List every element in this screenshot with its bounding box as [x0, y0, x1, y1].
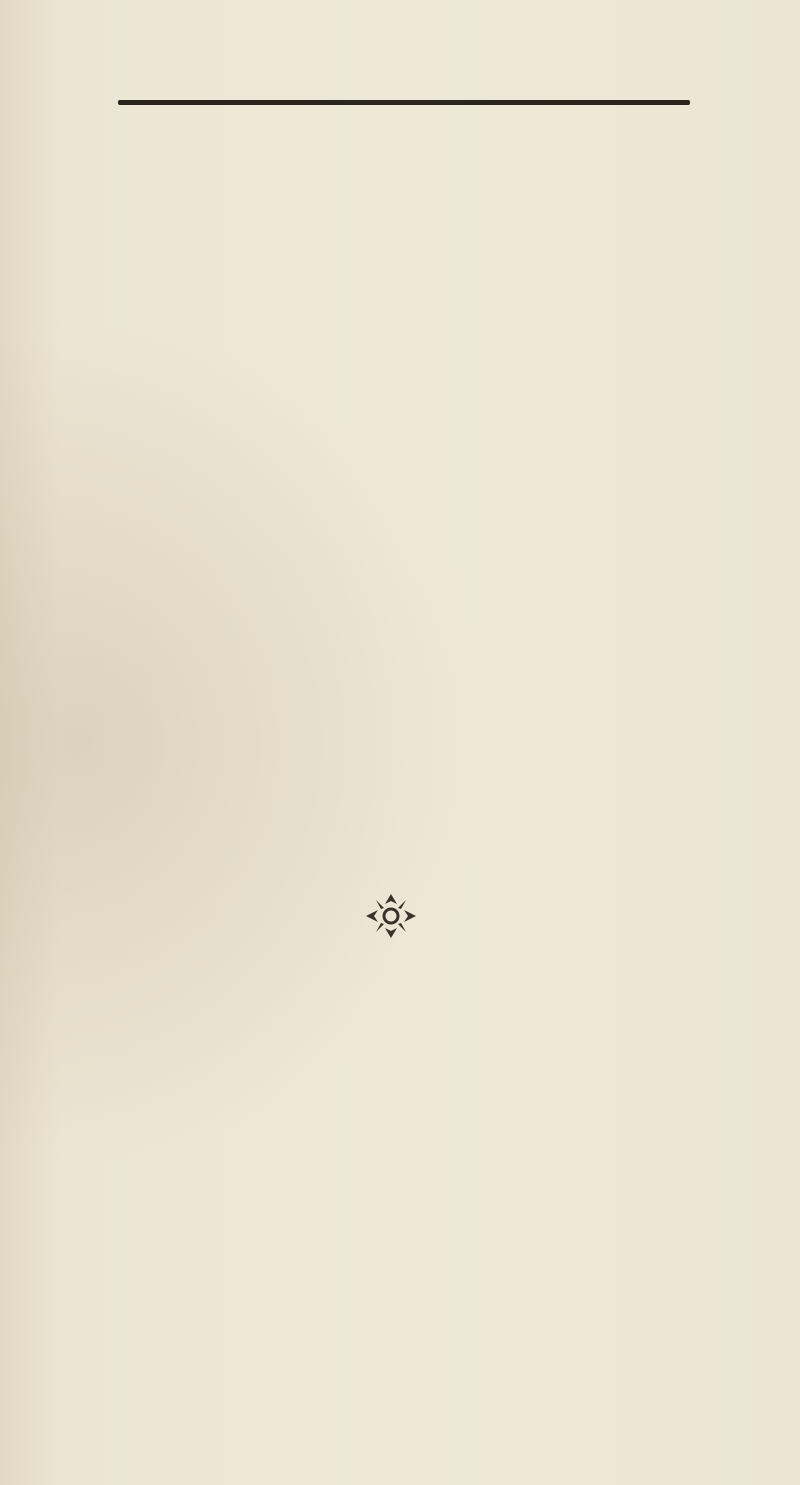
header-rule [118, 100, 690, 105]
fleuron-icon [356, 886, 426, 953]
